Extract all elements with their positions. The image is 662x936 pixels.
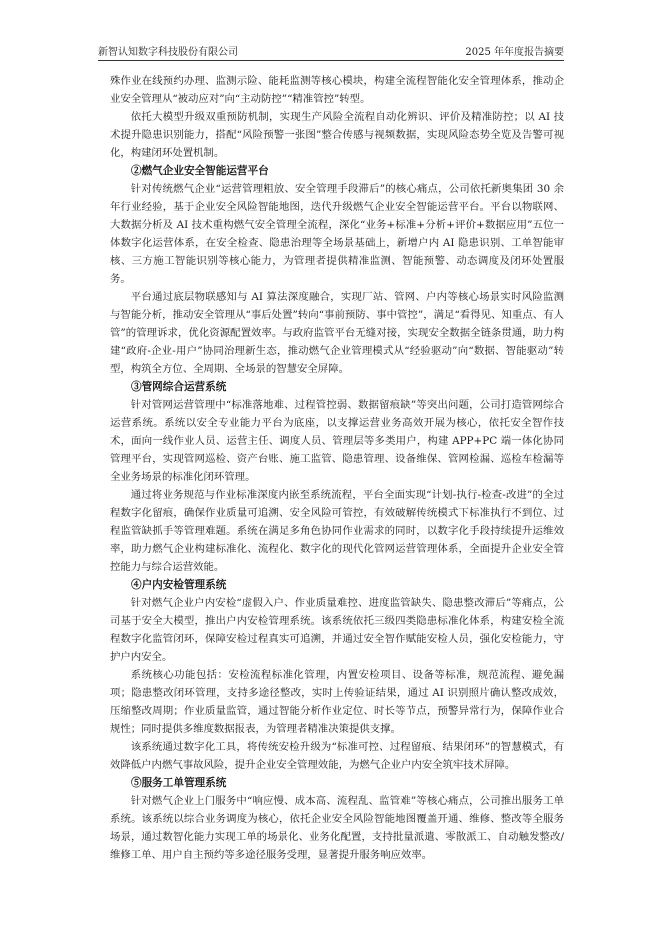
paragraph-continuation: 殊作业在线预约办理、监测示险、能耗监测等核心模块，构建全流程智能化安全管理体系，推动企业安全管理从“被动应对”向“主动防控”“精准管控”转型。 [110,75,564,105]
paragraph: 针对传统燃气企业“运营管理粗放、安全管理手段滞后”的核心痛点，公司依托新奥集团 30 余年行业经验，基于企业安全风险智能地图，迭代升级燃气企业安全智能运营平台。平台以物联网、大数据分析及 AI 技术重构燃气安全管理全流程，深化“业务+标准+分析+评价+数据应用”五位一体数字化运营体系，在安全检查、隐患治理等全场景基础上，新增户内 AI 隐患识别、工单智能审核、三方施工智能识别等核心能力，为管理者提供精准监测、智能预警、动态调度及闭环处置服务。 [110,183,564,285]
paragraph: 针对燃气企业上门服务中“响应慢、成本高、流程乱、监管难”等核心痛点，公司推出服务工单系统。该系统以综合业务调度为核心，依托企业安全风险智能地图覆盖开通、维修、整改等全服务场景，通过数智化能力实现工单的场景化、业务化配置，支持批量派遣、零散派工、自动触发整改/维修工单、用户自主预约等多途径服务受理，显著提升服务响应效率。 [110,795,564,861]
document-body [110,72,564,864]
header-report-title: 2025 年年度报告摘要 [465,47,564,58]
section-heading-service-work-orders: ⑤服务工单管理系统 [131,777,227,789]
paragraph: 依托大模型升级双重预防机制，实现生产风险全流程自动化辨识、评价及精准防控；以 AI 技术提升隐患识别能力，搭配“风险预警一张图”整合传感与视频数据，实现风险态势全览及告警可视化，构建闭环处置机制。 [110,111,564,159]
header-company-name: 新智认知数字科技股份有限公司 [98,47,238,58]
paragraph: 该系统通过数字化工具，将传统安检升级为“标准可控、过程留痕、结果闭环”的智慧模式，有效降低户内燃气事故风险，提升企业安全管理效能，为燃气企业户内安全筑牢技术屏障。 [110,741,564,771]
paragraph: 针对管网运营管理中“标准落地难、过程管控弱、数据留痕缺”等突出问题，公司打造管网综合运营系统。系统以安全专业能力平台为底座，以支撑运营业务高效开展为核心，依托安全智作技术，面向一线作业人员、运营主任、调度人员、管理层等多类用户，构建 APP+PC 端一体化协同管理平台，实现管网巡检、资产台账、施工监管、隐患管理、设备维保、管网检漏、巡检车检漏等全业务场景的标准化闭环管理。 [110,399,564,483]
paragraph: 通过将业务规范与作业标准深度内嵌至系统流程，平台全面实现“计划-执行-检查-改进”的全过程数字化留痕，确保作业质量可追溯、安全风险可管控，有效破解传统模式下标准执行不到位、过程监管缺抓手等管理难题。系统在满足多角色协同作业需求的同时，以数字化手段持续提升运维效率，助力燃气企业构建标准化、流程化、数字化的现代化管网运营管理体系，全面提升企业安全管控能力与综合运营效能。 [110,489,564,573]
section-heading-indoor-inspection: ④户内安检管理系统 [131,579,227,591]
paragraph: 系统核心功能包括：安检流程标准化管理，内置安检项目、设备等标准，规范流程、避免漏项；隐患整改闭环管理，支持多途径整改，实时上传验证结果，通过 AI 识别照片确认整改成效，压缩整改周期；作业质量监管，通过智能分析作业定位、时长等节点，预警异常行为，保障作业合规性；同时提供多维度数据报表，为管理者精准决策提供支撑。 [110,669,564,735]
section-heading-pipeline-operations: ③管网综合运营系统 [131,381,227,393]
page-header [98,40,564,61]
section-heading-gas-safety-platform: ②燃气企业安全智能运营平台 [131,165,269,177]
paragraph: 平台通过底层物联感知与 AI 算法深度融合，实现厂站、管网、户内等核心场景实时风险监测与智能分析，推动安全管理从“事后处置”转向“事前预防、事中管控”，满足“看得见、知重点、有人管”的管理诉求，优化资源配置效率。与政府监管平台无缝对接，实现安全数据全链条贯通，助力构建“政府-企业-用户”协同治理新生态，推动燃气企业管理模式从“经验驱动”向“数据、智能驱动”转型，构筑全方位、全周期、全场景的智慧安全屏障。 [110,291,564,375]
paragraph: 针对燃气企业户内安检“虚假入户、作业质量难控、进度监管缺失、隐患整改滞后”等痛点，公司基于安全大模型，推出户内安检管理系统。该系统依托三级四类隐患标准化体系，构建安检全流程数字化监管闭环，保障安检过程真实可追溯，并通过安全智作赋能安检人员，强化安检能力，守护户内安全。 [110,597,564,663]
